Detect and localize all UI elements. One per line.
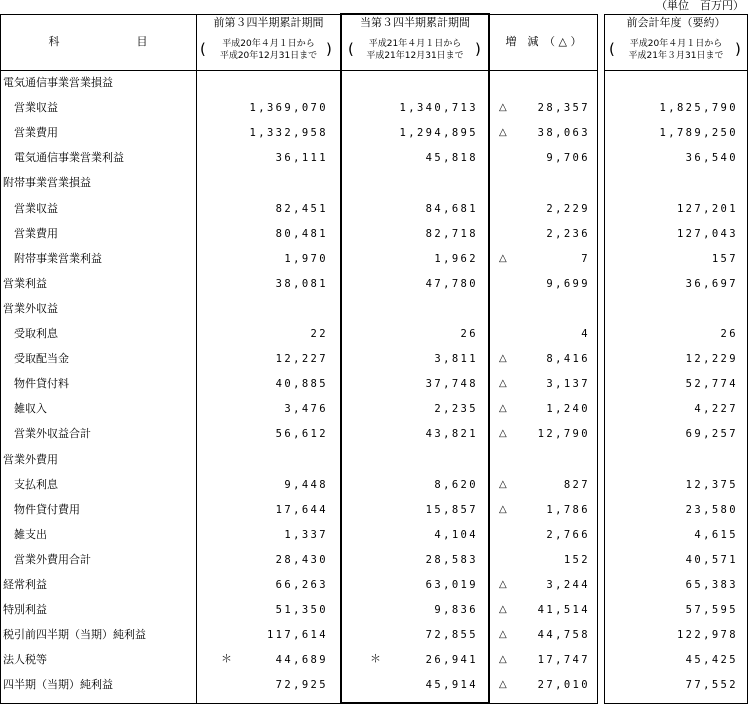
row-label: 電気通信事業営業損益 [3, 76, 113, 89]
prev-value: 1,369,070 [249, 102, 328, 115]
table-row [0, 372, 748, 397]
diff-value: 2,766 [546, 528, 590, 541]
diff-value: 1,240 [546, 403, 590, 416]
diff-value: 9,706 [546, 152, 590, 165]
fy-value: 4,227 [694, 403, 738, 416]
fy-value: 36,697 [685, 277, 738, 290]
fy-value: 1,825,790 [659, 102, 738, 115]
header-fy-range2: 平成21年３月31日まで [628, 51, 724, 61]
row-label: 電気通信事業営業利益 [14, 151, 124, 165]
footnote-mark: ＊ [221, 652, 232, 666]
row-label: 営業外費用 [3, 452, 58, 466]
row-label: 税引前四半期（当期）純利益 [3, 628, 146, 642]
row-label: 四半期（当期）純利益 [3, 678, 113, 692]
table-row [0, 523, 748, 548]
fy-value: 57,595 [685, 604, 738, 617]
row-label: 営業費用 [14, 226, 58, 240]
prev-value: 1,332,958 [249, 127, 328, 140]
negative-marker: △ [499, 604, 507, 616]
fy-value: 4,615 [694, 528, 738, 541]
fy-value: 122,978 [676, 629, 738, 642]
curr-value: 1,962 [434, 252, 478, 265]
curr-value: 1,340,713 [399, 102, 478, 115]
row-label: 支払利息 [14, 477, 58, 491]
curr-value: 15,857 [425, 503, 478, 516]
footnote-mark: ＊ [370, 652, 381, 666]
table-row [0, 473, 748, 498]
fy-value: 65,383 [685, 579, 738, 591]
paren-right: ) [735, 40, 741, 58]
row-label: 受取利息 [14, 327, 58, 340]
prev-value: 56,612 [275, 428, 328, 441]
diff-value: 28,357 [537, 102, 590, 115]
diff-value: 2,229 [546, 202, 590, 215]
diff-value: 38,063 [537, 127, 590, 140]
table-row [0, 247, 748, 272]
diff-value: 3,244 [546, 579, 590, 591]
fy-value: 12,229 [685, 353, 738, 366]
unit-note: （単位 百万円） [656, 0, 744, 12]
curr-value: 4,104 [434, 528, 478, 541]
table-row [0, 197, 748, 222]
paren-right: ) [326, 40, 332, 58]
row-label: 営業収益 [14, 101, 58, 115]
table-row [0, 573, 748, 598]
table-row [0, 146, 748, 171]
fy-value: 127,201 [676, 202, 738, 215]
negative-marker: △ [499, 428, 507, 440]
header-diff-title: 増 減 （ △ ） [505, 35, 582, 48]
curr-value: 1,294,895 [399, 127, 478, 140]
header-fy-title: 前会計年度（要約） [626, 16, 726, 29]
prev-value: 9,448 [284, 478, 328, 491]
table-row [0, 673, 748, 698]
curr-value: 2,235 [434, 403, 478, 416]
table-row [0, 498, 748, 523]
curr-value: 37,748 [425, 378, 478, 391]
row-label: 営業費用 [14, 126, 58, 140]
curr-value: 72,855 [425, 629, 478, 642]
curr-value: 3,811 [434, 353, 478, 366]
curr-value: 84,681 [425, 202, 478, 215]
table-row [0, 222, 748, 247]
table-row [0, 548, 748, 573]
table-row [0, 648, 748, 673]
negative-marker: △ [499, 378, 507, 390]
diff-value: 44,758 [537, 629, 590, 642]
table-row [0, 272, 748, 297]
row-label: 受取配当金 [14, 352, 69, 366]
prev-value: 40,885 [275, 378, 328, 391]
curr-value: 82,718 [425, 227, 478, 240]
table-row [0, 96, 748, 121]
prev-value: 17,644 [275, 503, 328, 516]
current-col-top [340, 13, 490, 15]
row-label: 経常利益 [3, 578, 47, 591]
prev-value: 1,970 [284, 252, 328, 265]
row-label: 雑支出 [14, 527, 47, 541]
prev-value: 72,925 [275, 679, 328, 692]
fy-value: 26 [720, 328, 738, 340]
negative-marker: △ [499, 127, 507, 139]
curr-value: 45,818 [425, 152, 478, 165]
table-row [0, 297, 748, 322]
curr-value: 45,914 [425, 679, 478, 692]
table-top-border [0, 14, 598, 15]
header-prev-title: 前第３四半期累計期間 [213, 16, 324, 29]
prev-value: 28,430 [275, 553, 328, 566]
fy-value: 127,043 [676, 227, 738, 240]
negative-marker: △ [499, 403, 507, 415]
negative-marker: △ [499, 654, 507, 666]
table-row [0, 71, 748, 96]
diff-value: 1,786 [546, 503, 590, 516]
prev-value: 36,111 [275, 152, 328, 165]
diff-value: 152 [563, 553, 590, 566]
paren-right: ) [475, 40, 481, 58]
fy-value: 69,257 [685, 428, 738, 441]
header-curr-range1: 平成21年４月１日から [368, 39, 462, 49]
paren-left: ( [200, 40, 206, 58]
diff-value: 3,137 [546, 378, 590, 391]
fy-value: 77,552 [685, 679, 738, 692]
diff-value: 9,699 [546, 277, 590, 290]
negative-marker: △ [499, 353, 507, 365]
fy-value: 45,425 [685, 654, 738, 667]
header-curr-title: 当第３四半期累計期間 [360, 16, 470, 29]
table-row [0, 422, 748, 447]
prev-value: 51,350 [275, 604, 328, 617]
table-row [0, 322, 748, 347]
header-prev-range2: 平成20年12月31日まで [219, 51, 318, 61]
negative-marker: △ [499, 679, 507, 691]
row-label: 附帯事業営業損益 [3, 176, 91, 190]
prev-value: 3,476 [284, 403, 328, 416]
curr-value: 9,836 [434, 604, 478, 617]
table-row [0, 448, 748, 473]
row-label: 物件貸付料 [14, 377, 69, 391]
diff-value: 827 [563, 478, 590, 491]
curr-value: 63,019 [425, 579, 478, 591]
fy-value: 1,789,250 [659, 127, 738, 140]
row-label: 物件貸付費用 [14, 502, 80, 516]
row-label: 営業外収益 [3, 301, 58, 315]
negative-marker: △ [499, 102, 507, 114]
diff-value: 17,747 [537, 654, 590, 667]
header-prev-range1: 平成20年４月１日から [222, 39, 315, 49]
row-label: 営業利益 [3, 276, 47, 290]
fy-value: 40,571 [685, 553, 738, 566]
header-curr-range2: 平成21年12月31日まで [366, 51, 464, 61]
table-row [0, 397, 748, 422]
fy-value: 36,540 [685, 152, 738, 165]
row-label: 法人税等 [3, 653, 47, 667]
diff-value: 4 [581, 328, 590, 340]
diff-value: 8,416 [546, 353, 590, 366]
header-subject: 科 目 [48, 35, 148, 48]
negative-marker: △ [499, 252, 507, 264]
curr-value: 47,780 [425, 277, 478, 290]
negative-marker: △ [499, 629, 507, 641]
row-label: 営業外収益合計 [14, 427, 91, 441]
paren-left: ( [348, 40, 354, 58]
diff-value: 27,010 [537, 679, 590, 692]
prev-value: 44,689 [275, 654, 328, 667]
fy-value: 23,580 [685, 503, 738, 516]
row-label: 営業外費用合計 [14, 552, 91, 566]
prev-value: 1,337 [284, 528, 328, 541]
table-row [0, 598, 748, 623]
table-row [0, 121, 748, 146]
diff-value: 12,790 [537, 428, 590, 441]
fy-value: 52,774 [685, 378, 738, 391]
row-label: 附帯事業営業利益 [14, 251, 102, 265]
table-row [0, 623, 748, 648]
fy-value: 12,375 [685, 478, 738, 491]
diff-value: 2,236 [546, 227, 590, 240]
prev-value: 38,081 [275, 277, 328, 290]
prev-value: 12,227 [275, 353, 328, 366]
table-row [0, 347, 748, 372]
curr-value: 43,821 [425, 428, 478, 441]
table-row [0, 171, 748, 196]
diff-value: 7 [581, 252, 590, 265]
paren-left: ( [609, 40, 615, 58]
fy-top-border [604, 14, 748, 15]
prev-value: 22 [310, 328, 328, 340]
negative-marker: △ [499, 503, 507, 515]
row-label: 特別利益 [3, 603, 47, 617]
curr-value: 26 [460, 328, 478, 340]
header-fy-range1: 平成20年４月１日から [629, 39, 723, 49]
negative-marker: △ [499, 478, 507, 490]
prev-value: 80,481 [275, 227, 328, 240]
diff-value: 41,514 [537, 604, 590, 617]
row-label: 営業収益 [14, 201, 58, 215]
curr-value: 8,620 [434, 478, 478, 491]
curr-value: 26,941 [425, 654, 478, 667]
prev-value: 66,263 [275, 579, 328, 591]
negative-marker: △ [499, 579, 507, 590]
row-label: 雑収入 [14, 402, 47, 416]
prev-value: 117,614 [266, 629, 328, 642]
prev-value: 82,451 [275, 202, 328, 215]
fy-value: 157 [711, 252, 738, 265]
curr-value: 28,583 [425, 553, 478, 566]
